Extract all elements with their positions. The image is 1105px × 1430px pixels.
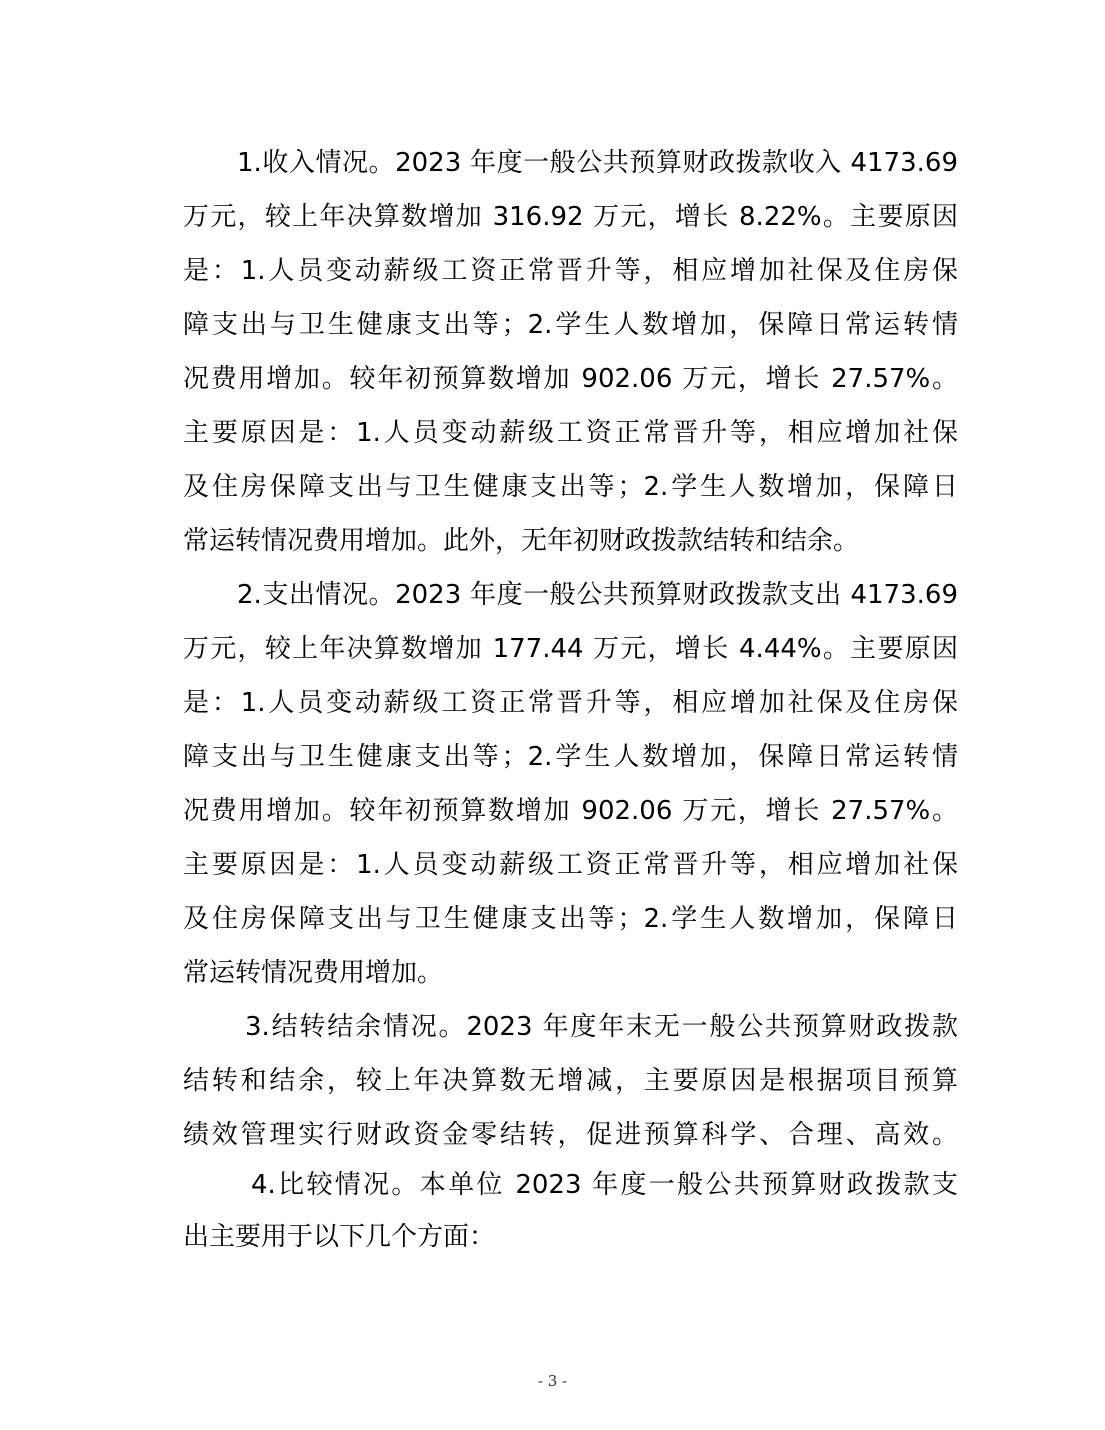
text-line: 主要原因是：1.人员变动薪级工资正常晋升等，相应增加社保 [183,418,958,448]
text-line: 3.结转结余情况。2023 年度年末无一般公共预算财政拨款 [245,1012,958,1042]
text-line: 2.支出情况。2023 年度一般公共预算财政拨款支出 4173.69 [237,580,958,610]
text-line: 1.收入情况。2023 年度一般公共预算财政拨款收入 4173.69 [237,148,958,178]
text-line: 及住房保障支出与卫生健康支出等；2.学生人数增加，保障日 [183,472,958,502]
page-number: - 3 - [537,1372,568,1390]
text-line: 万元，较上年决算数增加 316.92 万元，增长 8.22%。主要原因 [183,202,958,232]
text-line: 及住房保障支出与卫生健康支出等；2.学生人数增加，保障日 [183,904,958,934]
text-line: 常运转情况费用增加。此外，无年初财政拨款结转和结余。 [183,526,860,556]
text-line: 况费用增加。较年初预算数增加 902.06 万元，增长 27.57%。 [183,364,958,394]
text-line: 障支出与卫生健康支出等；2.学生人数增加，保障日常运转情 [183,742,958,772]
text-line: 是：1.人员变动薪级工资正常晋升等，相应增加社保及住房保 [183,688,958,718]
text-line: 况费用增加。较年初预算数增加 902.06 万元，增长 27.57%。 [183,796,958,826]
text-line: 是：1.人员变动薪级工资正常晋升等，相应增加社保及住房保 [183,256,958,286]
text-line: 万元，较上年决算数增加 177.44 万元，增长 4.44%。主要原因 [183,634,958,664]
text-line: 绩效管理实行财政资金零结转，促进预算科学、合理、高效。 [183,1120,958,1150]
text-line: 主要原因是：1.人员变动薪级工资正常晋升等，相应增加社保 [183,850,958,880]
text-line: 4.比较情况。本单位 2023 年度一般公共预算财政拨款支 [251,1170,958,1200]
text-line: 结转和结余，较上年决算数无增减，主要原因是根据项目预算 [183,1066,958,1096]
text-line: 障支出与卫生健康支出等；2.学生人数增加，保障日常运转情 [183,310,958,340]
text-line: 出主要用于以下几个方面： [183,1222,496,1252]
text-line: 常运转情况费用增加。 [183,958,444,988]
